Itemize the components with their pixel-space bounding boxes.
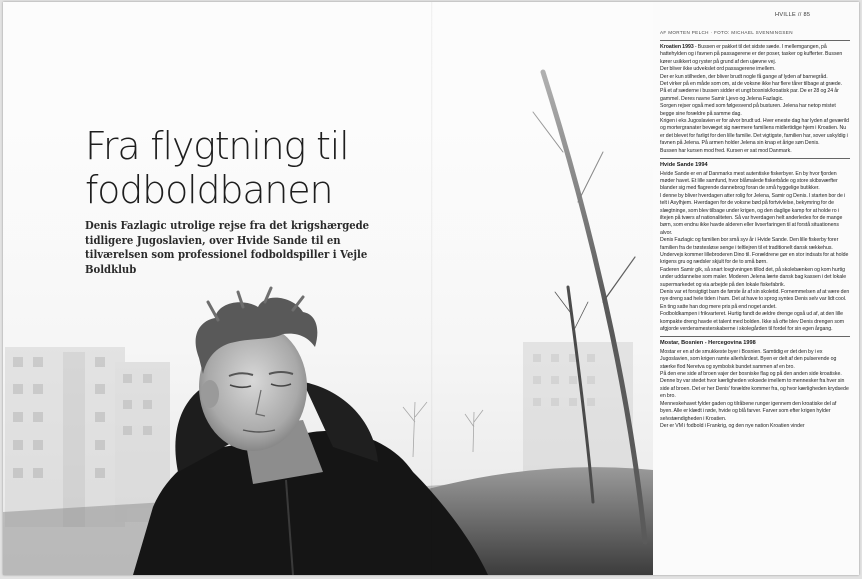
section-intro: Kroatien 1993 - Bussen er pakket til det sidste sæde. I mellemgangen, på hattehylden og i favnen på passagerene er der poser, tasker og kufferter. Bussen kører usikkert og ryster på grund af den ujævne vej. xyxy=(660,44,843,65)
paragraph: Mostar er en af de smukkeste byer i Bosnien. Samtidig er det den by i ex Jugoslavien, som krigen ramte allerhårdest. Byen er delt af den pulserende og stærke flod Neretva og symbolsk bundet sammen af en bro. xyxy=(660,348,837,370)
page-gutter xyxy=(431,2,433,575)
text-column xyxy=(660,30,850,430)
section-title: Kroatien 1993 xyxy=(660,44,694,50)
article-photo xyxy=(3,2,653,575)
paragraph: På den ene side af broen vajer der bosniske flag og på den anden side kroatiske. xyxy=(660,371,842,378)
rule xyxy=(660,158,850,159)
paragraph: Denis var et forsigtigt barn de første år af sin skoletid. Fornemmelsen af at være den nye dreng sad hele tiden i ham. Det at have to sprog syntes Denis selv var lidt cool. xyxy=(660,289,850,303)
paragraph: Der er VM i fodbold i Frankrig, og den nye nation Kroatien vinder xyxy=(660,422,805,429)
byline: AF MORTEN PELCH · FOTO: MICHAEL SVENNINGSEN xyxy=(660,30,793,35)
paragraph: Sorgen rejser også med som følgesvend på busturen. Jelena har netop mistet begge sine forældre på samme dag. xyxy=(660,103,836,117)
paragraph: Menneskehavet fylder gaden og tilråbene runger igennem den kroatiske del af byen. Alle er klædt i røde, hvide og blå farver. Farver som efter krigen hylder selvstændigheden i Kroatien. xyxy=(660,400,837,422)
article-lead: Denis Fazlagic utrolige rejse fra det krigshærgede tidligere Jugoslavien, over Hvide Sande til en tilværelsen som professionel fodboldspiller i Vejle Boldklub xyxy=(85,218,370,276)
article-title xyxy=(85,124,445,212)
rule xyxy=(660,40,850,41)
paragraph: Denis Fazlagic og familien bor små syv år i Hvide Sande. Den lille fiskerby forer familien fra de trøstesløse senge i teltlejren til et traditionelt dansk rækkehus. Undervejs kommer lillebroderen Dino til. Forældrene gør en stor indsats for at holde krigens gru og rædsler skjult for de to små børn. xyxy=(660,237,849,266)
paragraph: Der er kun stilheden, der bliver brudt nogle få gange af lyden af barnegråd. xyxy=(660,73,828,80)
paragraph: Det virker på en måde som om, at de voksne ikke har flere tårer tilbage at græde. xyxy=(660,81,843,88)
paragraph: Bussen har kursen mod fred. Kursen er sat mod Danmark. xyxy=(660,147,792,154)
title-line-2: fodboldbanen xyxy=(85,168,333,212)
paragraph: Fodboldkampen i frikvarteret. Hurtig fandt de ældre drenge også ud af, at den lille kompakte dreng havde et talent med bolden. Ikke så ofte blev Denis drengen som afgjorde verdensmesterskaberne i skolegården til fordel for sin egen årgang. xyxy=(660,311,845,333)
paragraph: En ting satte han dog mere pris på end noget andet. xyxy=(660,303,777,310)
paragraph: Hvide Sande er en af Danmarks mest autentiske fiskerbyer. En by hvor fjorden møder havet. Et lille samfund, hvor blåmalede fiskerbåde og store skibsværfter blander sig med flagrende dannebrog foran de små hyggelige butikker. xyxy=(660,170,838,192)
photo-illustration xyxy=(3,2,653,575)
page-folio: HVILLE // 85 xyxy=(775,12,811,18)
rule xyxy=(660,336,850,337)
paragraph: På et af sæderne i bussen sidder et ungt bosnisk/kroatisk par. De er 28 og 24 år gammel. Deres navne Samir Ljevo og Jelena Fazlagic. xyxy=(660,88,839,102)
magazine-spread xyxy=(3,2,859,575)
paragraph: Krigen i eks Jugoslavien er for alvor brudt ud. Hver eneste dag har lyden af geværild og mortergranater bevæget sig nærmere familiens midlertidige hjem i Kroatien. Nu er det blevet for farligt for den lille familie. Det vigtigste, familien har, sover uskyldig i favnen på Jelena. På armen holder Jelena sin knap et årige søn Denis. xyxy=(660,118,849,147)
paragraph: Faderen Samir gik, så snart lovgivningen tillod det, på skolebænken og kom hurtig under uddannelse som maler. Moderen Jelena lærte dansk bag kassen i det lokale supermarkedet og via arbejde på den lokale fiskefabrik. xyxy=(660,266,847,288)
paragraph: Denne by var stedet hvor kærligheden voksede imellem to mennesker fra hver sin side af broen. Det er her Denis' forældre kommer fra, og hvor kærligheden krydsede en bro. xyxy=(660,378,849,400)
paragraph: Der bliver ikke udvekslet ord passagerene imellem. xyxy=(660,66,776,73)
section-mostar xyxy=(660,340,850,430)
section-kroatien xyxy=(660,44,850,155)
section-title: Mostar, Bosnien - Hercegovina 1998 xyxy=(660,340,756,347)
section-hvide-sande xyxy=(660,162,850,333)
section-title: Hvide Sande 1994 xyxy=(660,162,708,169)
paragraph: I denne by bliver hverdagen atter rolig for Jelena, Samir og Denis. I starten bor de i telt i Asylhjem. Hverdagen for de voksne bød på fortvivlelse, bekymring for de slægtninge, som blev tilbage under krigen, og den daglige kamp for at holde ro i iltejen på tværs af nationaliteten. Så var hverdagen helt anderledes for de mange børn, som endnu ikke havde alderen eller livserfaringen til at forstå situationens alvor. xyxy=(660,192,846,236)
title-line-1: Fra flygtning til xyxy=(85,124,349,168)
